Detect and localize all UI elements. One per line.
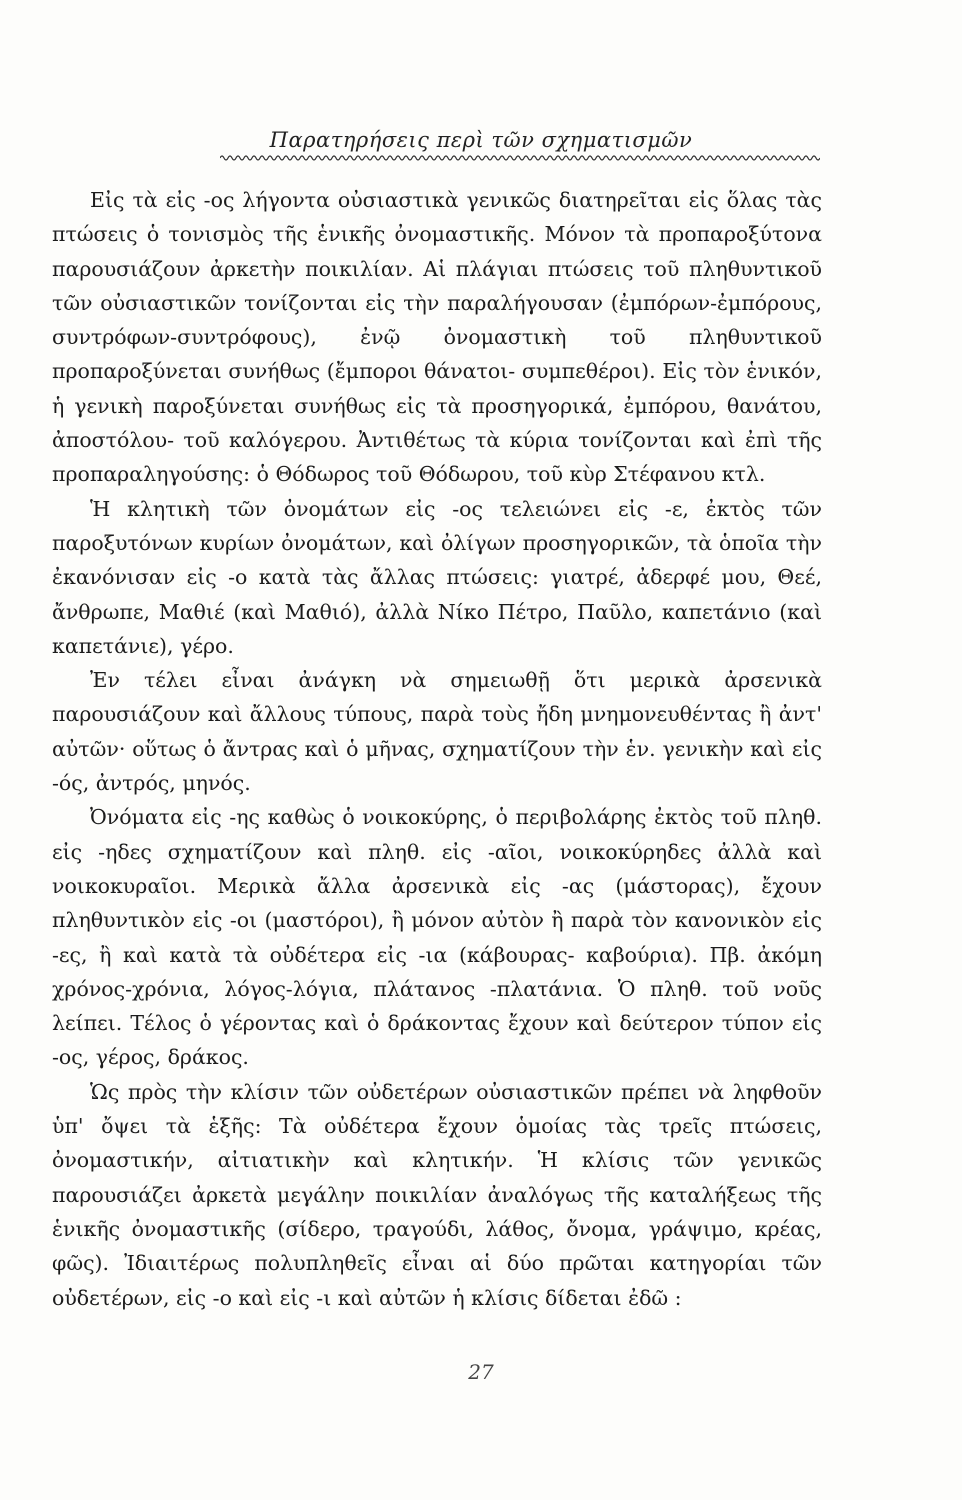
wavy-rule-divider [220, 153, 820, 163]
paragraph-3: Ἐν τέλει εἶναι ἀνάγκη νὰ σημειωθῇ ὅτι μερικὰ ἀρσενικὰ παρουσιάζουν καὶ ἄλλους τύπους, παρὰ τοὺς ἤδη μνημονευθέντας ἢ ἀντ' αὐτῶν· οὕτως ὁ ἄντρας καὶ ὁ μῆνας, σχηματίζουν τὴν ἑν. γενικὴν καὶ εἰς -ός, ἀντρός, μηνός. [52, 668, 822, 796]
running-header: Παρατηρήσεις περὶ τῶν σχηματισμῶν [269, 128, 693, 152]
paragraph-1: Εἰς τὰ εἰς -ος λήγοντα οὐσιαστικὰ γενικῶς διατηρεῖται εἰς ὅλας τὰς πτώσεις ὁ τονισμὸς τῆς ἑνικῆς ὀνομαστικῆς. Μόνον τὰ προπαροξύτονα παρουσιάζουν ἀρκετὴν ποικιλίαν. Αἱ πλάγιαι πτώσεις τοῦ πληθυντικοῦ τῶν οὐσιαστικῶν τονίζονται εἰς τὴν παραλήγουσαν (ἐμπόρων-ἐμπόρους, συντρόφων-συντρόφους), ἐνῷ ὀνομαστικὴ τοῦ πληθυντικοῦ προπαροξύνεται συνήθως (ἔμποροι θάνατοι- συμπεθέροι). Εἰς τὸν ἑνικόν, ἡ γενικὴ παροξύνεται συνήθως εἰς τὰ προσηγορικά, ἐμπόρου, θανάτου, ἀποστόλου- τοῦ καλόγερου. Ἀντιθέτως τὰ κύρια τονίζονται καὶ ἐπὶ τῆς προπαραληγούσης: ὁ Θόδωρος τοῦ Θόδωρου, τοῦ κὺρ Στέφανου κτλ. [52, 188, 822, 487]
paragraph-2: Ἡ κλητικὴ τῶν ὀνομάτων εἰς -ος τελειώνει εἰς -ε, ἐκτὸς τῶν παροξυτόνων κυρίων ὀνομάτων, καὶ ὀλίγων προσηγορικῶν, τὰ ὁποῖα τὴν ἐκανόνισαν εἰς -ο κατὰ τὰς ἄλλας πτώσεις: γιατρέ, ἀδερφέ μου, Θεέ, ἄνθρωπε, Μαθιέ (καὶ Μαθιό), ἀλλὰ Νίκο Πέτρο, Παῦλο, καπετάνιο (καὶ καπετάνιε), γέρο. [52, 496, 822, 658]
body-text [52, 183, 822, 1315]
paragraph-5: Ὡς πρὸς τὴν κλίσιν τῶν οὐδετέρων οὐσιαστικῶν πρέπει νὰ ληφθοῦν ὑπ' ὄψει τὰ ἑξῆς: Τὰ οὐδέτερα ἔχουν ὁμοίας τὰς τρεῖς πτώσεις, ὀνομαστικήν, αἰτιατικὴν καὶ κλητικήν. Ἡ κλίσις τῶν γενικῶς παρουσιάζει ἀρκετὰ μεγάλην ποικιλίαν ἀναλόγως τῆς καταλήξεως τῆς ἑνικῆς ὀνομαστικῆς (σίδερο, τραγούδι, λάθος, ὄνομα, γράψιμο, κρέας, φῶς). Ἰδιαιτέρως πολυπληθεῖς εἶναι αἱ δύο πρῶται κατηγορίαι τῶν οὐδετέρων, εἰς -ο καὶ εἰς -ι καὶ αὐτῶν ἡ κλίσις δίδεται ἐδῶ : [52, 1079, 822, 1310]
paragraph-4: Ὀνόματα εἰς -ης καθὼς ὁ νοικοκύρης, ὁ περιβολάρης ἐκτὸς τοῦ πληθ. εἰς -ηδες σχηματίζουν καὶ πληθ. εἰς -αῖοι, νοικοκύρηδες ἀλλὰ καὶ νοικοκυραῖοι. Μερικὰ ἄλλα ἀρσενικὰ εἰς -ας (μάστορας), ἔχουν πληθυντικὸν εἰς -οι (μαστόροι), ἢ μόνον αὐτὸν ἢ παρὰ τὸν κανονικὸν εἰς -ες, ἢ καὶ κατὰ τὰ οὐδέτερα εἰς -ια (κάβουρας- καβούρια). Πβ. ἀκόμη χρόνος-χρόνια, λόγος-λόγια, πλάτανος -πλατάνια. Ὁ πληθ. τοῦ νοῦς λείπει. Τέλος ὁ γέροντας καὶ ὁ δράκοντας ἔχουν καὶ δεύτερον τύπον εἰς -ος, γέρος, δράκος. [52, 805, 822, 1070]
page-number: 27 [468, 1360, 494, 1384]
